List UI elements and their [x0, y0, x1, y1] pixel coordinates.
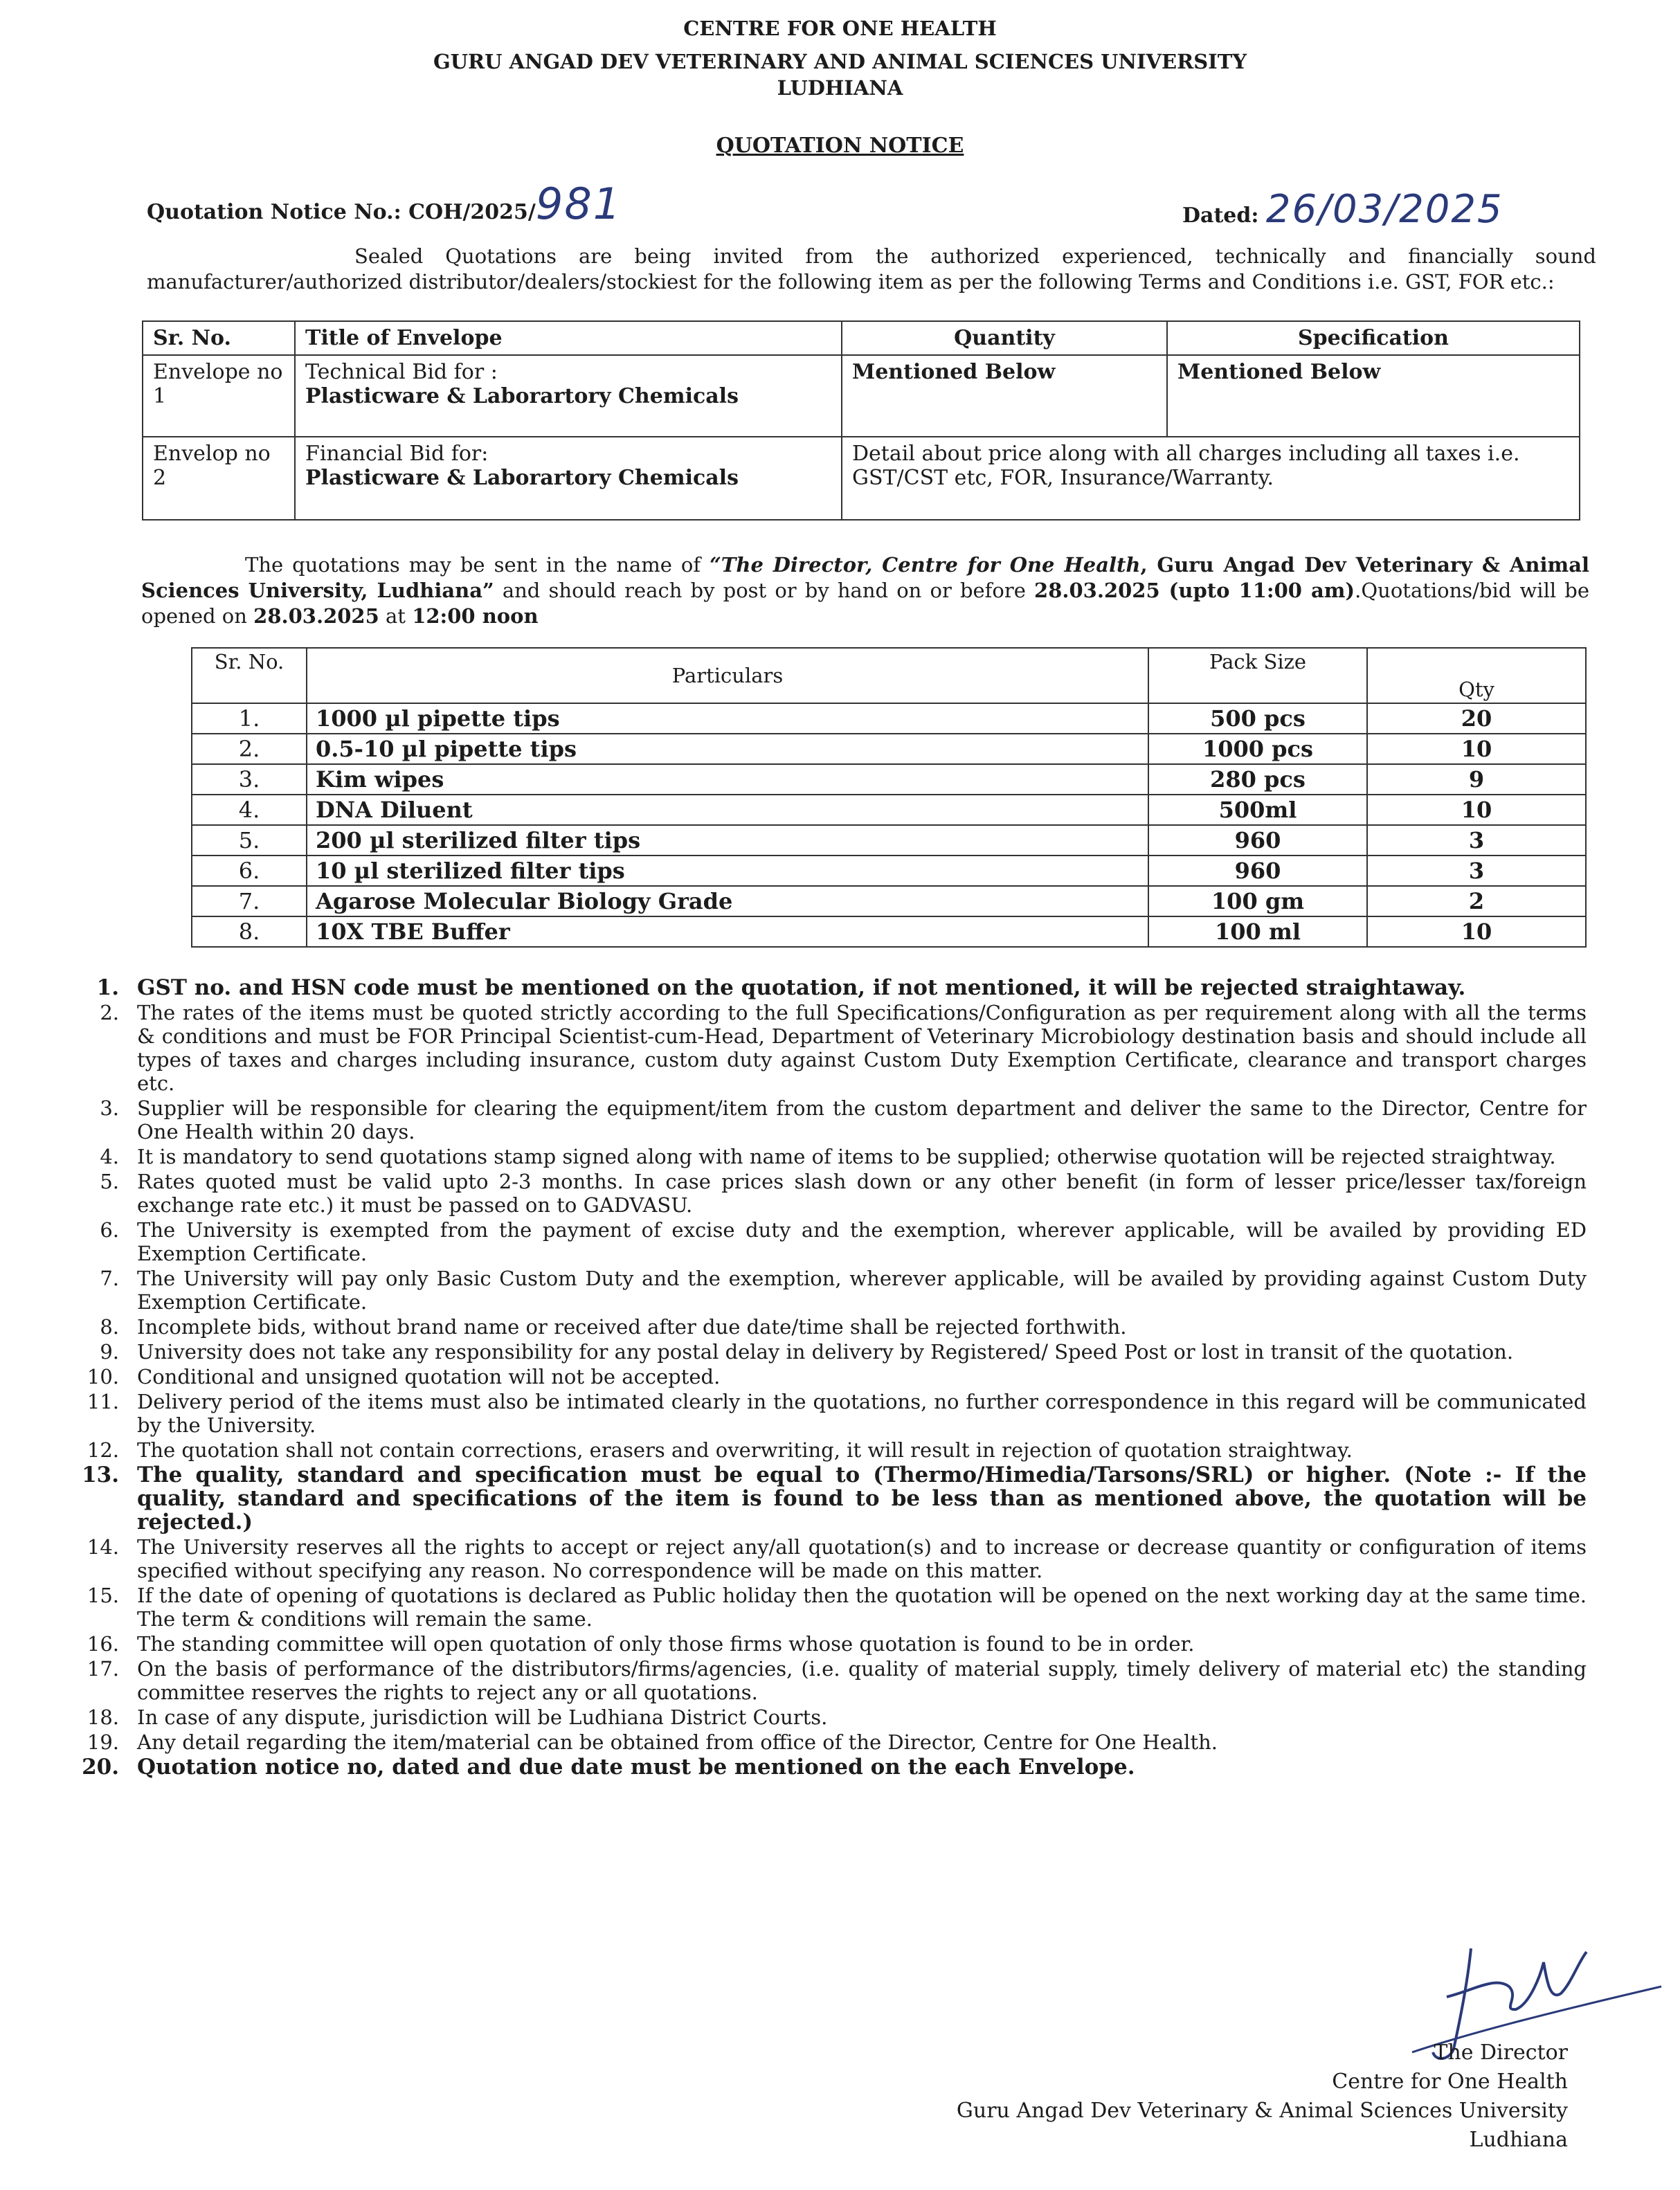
- item-pack-size: 960: [1148, 825, 1367, 856]
- term-text: The quotation shall not contain corrections, erasers and overwriting, it will result in rejection of quotation straightway.: [137, 1438, 1353, 1462]
- items-header-pack-size: Pack Size: [1148, 648, 1367, 703]
- env-row2-title-line2: Plasticware & Laborartory Chemicals: [305, 466, 739, 490]
- signature-city: Ludhiana: [1469, 2128, 1568, 2152]
- list-item: [64, 1657, 1587, 1704]
- item-pack-size: 960: [1148, 856, 1367, 886]
- submission-opening-date: 28.03.2025: [253, 604, 379, 628]
- term-number: 9.: [100, 1340, 119, 1364]
- item-qty: 3: [1367, 856, 1586, 886]
- term-number: 20.: [82, 1755, 119, 1780]
- item-particular: 0.5-10 µl pipette tips: [307, 734, 1148, 764]
- items-header-srno: Sr. No.: [192, 648, 307, 703]
- table-row: [192, 856, 1586, 886]
- env-row2-detail: Detail about price along with all charges including all taxes i.e. GST/CST etc, FOR, Insurance/Warranty.: [842, 437, 1580, 520]
- term-number: 11.: [87, 1390, 119, 1413]
- submission-paragraph: [141, 552, 1589, 629]
- item-qty: 9: [1367, 764, 1586, 795]
- submission-opening-time: 12:00 noon: [412, 604, 539, 628]
- term-number: 18.: [87, 1705, 119, 1729]
- term-text: If the date of opening of quotations is declared as Public holiday then the quotation will be opened on the next working day at the same time. The term & conditions will remain the same.: [137, 1584, 1587, 1631]
- term-text: The quality, standard and specification must be equal to (Thermo/Himedia/Tarsons/SRL) or higher. (Note :- If the quality, standard and specifications of the item is found to be less than as mentioned above, the quotation will be rejected.): [137, 1463, 1587, 1535]
- page-title: QUOTATION NOTICE: [716, 134, 964, 158]
- item-pack-size: 1000 pcs: [1148, 734, 1367, 764]
- items-header-particulars: Particulars: [307, 648, 1148, 703]
- list-item: [64, 1438, 1587, 1462]
- env-row1-title: [295, 355, 842, 437]
- term-text: It is mandatory to send quotations stamp signed along with name of items to be supplied; otherwise quotation will be rejected straightway.: [137, 1145, 1556, 1168]
- list-item: [64, 1340, 1587, 1364]
- item-srno: 8.: [192, 916, 307, 947]
- list-item: [64, 1315, 1587, 1339]
- submission-text-4: at: [379, 604, 413, 628]
- term-number: 17.: [87, 1657, 119, 1681]
- term-number: 19.: [87, 1730, 119, 1754]
- term-number: 16.: [87, 1632, 119, 1656]
- list-item: [64, 1170, 1587, 1217]
- item-particular: DNA Diluent: [307, 795, 1148, 825]
- list-item: [64, 1705, 1587, 1729]
- envelope-table-header: [143, 321, 1580, 355]
- term-number: 7.: [100, 1267, 119, 1290]
- term-text: Conditional and unsigned quotation will not be accepted.: [137, 1365, 721, 1388]
- item-pack-size: 500 pcs: [1148, 703, 1367, 734]
- term-number: 8.: [100, 1315, 119, 1339]
- item-srno: 7.: [192, 886, 307, 916]
- item-particular: 1000 µl pipette tips: [307, 703, 1148, 734]
- list-item: [64, 1145, 1587, 1168]
- header-line-3: LUDHIANA: [777, 76, 903, 100]
- list-item: [64, 976, 1587, 999]
- env-row2-srno: Envelop no 2: [143, 437, 295, 520]
- term-text: Delivery period of the items must also be intimated clearly in the quotations, no further correspondence in this regard will be communicated by the University.: [137, 1390, 1587, 1437]
- terms-and-conditions: [64, 976, 1587, 1780]
- item-qty: 10: [1367, 795, 1586, 825]
- submission-text-1: The quotations may be sent in the name of: [245, 553, 710, 577]
- list-item: [64, 1267, 1587, 1314]
- term-number: 3.: [100, 1096, 119, 1120]
- list-item: [64, 1584, 1587, 1631]
- term-number: 12.: [87, 1438, 119, 1462]
- items-table: [191, 647, 1587, 948]
- item-pack-size: 100 ml: [1148, 916, 1367, 947]
- dated-label: Dated:: [1182, 203, 1259, 228]
- term-text: Incomplete bids, without brand name or received after due date/time shall be rejected forthwith.: [137, 1315, 1127, 1339]
- table-row: [192, 764, 1586, 795]
- item-qty: 10: [1367, 916, 1586, 947]
- table-row: [192, 703, 1586, 734]
- term-number: 6.: [100, 1218, 119, 1242]
- term-number: 1.: [96, 975, 119, 1000]
- list-item: [64, 1730, 1587, 1754]
- term-number: 4.: [100, 1145, 119, 1168]
- term-text: The University is exempted from the payment of excise duty and the exemption, wherever applicable, will be availed by providing ED Exemption Certificate.: [137, 1218, 1587, 1265]
- submission-due-date: 28.03.2025 (upto 11:00 am): [1034, 579, 1355, 602]
- item-particular: 10 µl sterilized filter tips: [307, 856, 1148, 886]
- item-qty: 2: [1367, 886, 1586, 916]
- dated-handwritten: 26/03/2025: [1265, 187, 1503, 232]
- env-header-title: Title of Envelope: [295, 321, 842, 355]
- env-row1-specification: Mentioned Below: [1167, 355, 1580, 437]
- envelope-row-1: [143, 355, 1580, 437]
- term-text: In case of any dispute, jurisdiction will be Ludhiana District Courts.: [137, 1705, 828, 1729]
- term-text: Rates quoted must be valid upto 2-3 months. In case prices slash down or any other benefit (in form of lesser price/lesser tax/foreign exchange rate etc.) it must be passed on to GADVASU.: [137, 1170, 1587, 1217]
- term-text: GST no. and HSN code must be mentioned on the quotation, if not mentioned, it will be rejected straightaway.: [137, 975, 1466, 1000]
- term-number: 14.: [87, 1535, 119, 1559]
- item-particular: 10X TBE Buffer: [307, 916, 1148, 947]
- item-srno: 2.: [192, 734, 307, 764]
- header-line-1: CENTRE FOR ONE HEALTH: [683, 17, 997, 40]
- signature-block: [957, 2038, 1568, 2155]
- table-row: [192, 886, 1586, 916]
- list-item: [64, 1535, 1587, 1582]
- list-item: [64, 1218, 1587, 1265]
- item-srno: 6.: [192, 856, 307, 886]
- env-row1-title-line2: Plasticware & Laborartory Chemicals: [305, 384, 739, 408]
- term-text: The University reserves all the rights to accept or reject any/all quotation(s) and to increase or decrease quantity or configuration of items specified without specifying any reason. No correspondence will be made on this matter.: [137, 1535, 1587, 1582]
- list-item: [64, 1096, 1587, 1143]
- item-pack-size: 100 gm: [1148, 886, 1367, 916]
- item-srno: 5.: [192, 825, 307, 856]
- item-srno: 1.: [192, 703, 307, 734]
- term-text: The University will pay only Basic Custom Duty and the exemption, wherever applicable, will be availed by providing against Custom Duty Exemption Certificate.: [137, 1267, 1587, 1314]
- term-number: 2.: [100, 1001, 119, 1024]
- table-row: [192, 734, 1586, 764]
- signature-centre: Centre for One Health: [1332, 2070, 1568, 2094]
- env-header-specification: Specification: [1167, 321, 1580, 355]
- item-particular: 200 µl sterilized filter tips: [307, 825, 1148, 856]
- list-item: [64, 1632, 1587, 1656]
- term-text: The standing committee will open quotation of only those firms whose quotation is found to be in order.: [137, 1632, 1195, 1656]
- env-header-srno: Sr. No.: [143, 321, 295, 355]
- submission-text-3: .Quotations/bid will be opened on: [141, 579, 1589, 628]
- term-text: University does not take any responsibility for any postal delay in delivery by Registered/ Speed Post or lost in transit of the quotation.: [137, 1340, 1514, 1364]
- envelope-row-2: [143, 437, 1580, 520]
- signature-title: The Director: [1434, 2040, 1568, 2065]
- envelope-table: [142, 320, 1580, 521]
- item-qty: 10: [1367, 734, 1586, 764]
- term-number: 15.: [87, 1584, 119, 1607]
- term-number: 5.: [100, 1170, 119, 1193]
- item-qty: 3: [1367, 825, 1586, 856]
- item-particular: Agarose Molecular Biology Grade: [307, 886, 1148, 916]
- list-item: [64, 1390, 1587, 1437]
- term-text: On the basis of performance of the distributors/firms/agencies, (i.e. quality of material supply, timely delivery of material etc) the standing committee reserves the rights to reject any or all quotations.: [137, 1657, 1587, 1704]
- intro-paragraph: Sealed Quotations are being invited from the authorized experienced, technically and financially sound manufacturer/authorized distributor/dealers/stockiest for the following item as per the following Terms and Conditions i.e. GST, FOR etc.:: [147, 244, 1596, 293]
- list-item: [64, 1365, 1587, 1388]
- item-srno: 4.: [192, 795, 307, 825]
- term-text: Any detail regarding the item/material can be obtained from office of the Director, Centre for One Health.: [137, 1730, 1218, 1754]
- notice-date: [1182, 187, 1503, 232]
- list-item: [64, 1463, 1587, 1534]
- table-row: [192, 916, 1586, 947]
- items-header-qty: Qty: [1367, 648, 1586, 703]
- env-row1-quantity: Mentioned Below: [842, 355, 1167, 437]
- header-line-2: GURU ANGAD DEV VETERINARY AND ANIMAL SCIENCES UNIVERSITY: [433, 50, 1247, 73]
- table-row: [192, 825, 1586, 856]
- items-table-header: [192, 648, 1586, 703]
- submission-addressee: “The Director, Centre for One Health: [710, 553, 1141, 577]
- list-item: [64, 1755, 1587, 1779]
- term-text: Quotation notice no, dated and due date must be mentioned on the each Envelope.: [137, 1755, 1135, 1780]
- env-row2-title-line1: Financial Bid for:: [305, 442, 489, 466]
- signature-university: Guru Angad Dev Veterinary & Animal Sciences University: [956, 2099, 1568, 2123]
- term-text: Supplier will be responsible for clearing the equipment/item from the custom department and deliver the same to the Director, Centre for One Health within 20 days.: [137, 1096, 1587, 1143]
- env-row2-title: [295, 437, 842, 520]
- item-pack-size: 500ml: [1148, 795, 1367, 825]
- env-row1-title-line1: Technical Bid for :: [305, 360, 498, 384]
- quotation-number-label: Quotation Notice No.: COH/2025/: [147, 200, 536, 224]
- item-particular: Kim wipes: [307, 764, 1148, 795]
- term-number: 10.: [87, 1365, 119, 1388]
- quotation-number: [147, 179, 622, 229]
- quotation-number-handwritten: 981: [535, 179, 622, 229]
- submission-university: , Guru Angad Dev Veterinary & Animal Sciences University, Ludhiana”: [141, 553, 1589, 602]
- term-number: 13.: [82, 1463, 119, 1487]
- item-srno: 3.: [192, 764, 307, 795]
- item-pack-size: 280 pcs: [1148, 764, 1367, 795]
- env-row1-srno: Envelope no 1: [143, 355, 295, 437]
- submission-text-2: and should reach by post or by hand on or before: [494, 579, 1035, 602]
- term-text: The rates of the items must be quoted strictly according to the full Specifications/Configuration as per requirement along with all the terms & conditions and must be FOR Principal Scientist-cum-Head, Department of Veterinary Microbiology destination basis and should include all types of taxes and charges including insurance, custom duty against Custom Duty Exemption Certificate, clearance and transport charges etc.: [137, 1001, 1587, 1095]
- table-row: [192, 795, 1586, 825]
- env-header-quantity: Quantity: [842, 321, 1167, 355]
- item-qty: 20: [1367, 703, 1586, 734]
- list-item: [64, 1001, 1587, 1095]
